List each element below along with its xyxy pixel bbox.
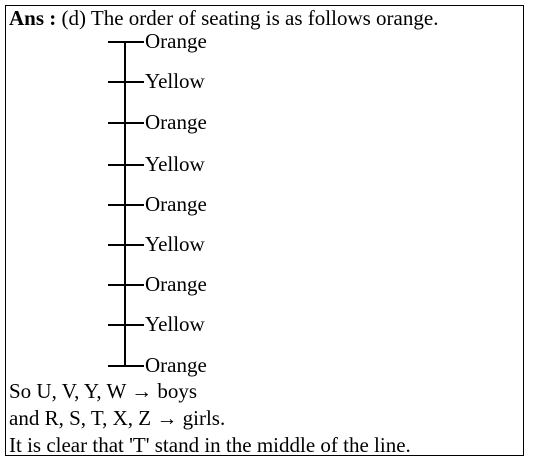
seat-tick <box>108 164 144 166</box>
boys-line: So U, V, Y, W → boys <box>9 379 198 403</box>
seat-row <box>0 192 260 216</box>
seat-color: Yellow <box>145 152 205 176</box>
seat-tick <box>108 284 144 286</box>
seat-tick <box>108 122 144 124</box>
seat-tick <box>108 41 144 43</box>
seat-row <box>0 110 260 134</box>
seat-row <box>0 29 260 53</box>
answer-text: (d) The order of seating is as follows orange. <box>56 6 439 30</box>
seat-color: Yellow <box>145 69 205 93</box>
seat-row <box>0 69 260 93</box>
conclusion <box>9 378 411 459</box>
seat-color: Orange <box>145 272 207 296</box>
seat-color: Yellow <box>145 232 205 256</box>
seat-row <box>0 272 260 296</box>
seat-color: Orange <box>145 353 207 377</box>
middle-line: It is clear that 'T' stand in the middle of the line. <box>9 433 411 457</box>
seat-row <box>0 232 260 256</box>
seat-color: Orange <box>145 29 207 53</box>
seat-tick <box>108 81 144 83</box>
seat-row <box>0 312 260 336</box>
seat-color: Orange <box>145 192 207 216</box>
seat-tick <box>108 324 144 326</box>
seat-color: Orange <box>145 110 207 134</box>
seat-tick <box>108 244 144 246</box>
seat-color: Yellow <box>145 312 205 336</box>
answer-label: Ans : <box>9 6 57 30</box>
seat-row <box>0 353 260 377</box>
seat-tick <box>108 204 144 206</box>
girls-line: and R, S, T, X, Z → girls. <box>9 406 226 430</box>
seat-row <box>0 152 260 176</box>
seat-tick <box>108 365 144 367</box>
